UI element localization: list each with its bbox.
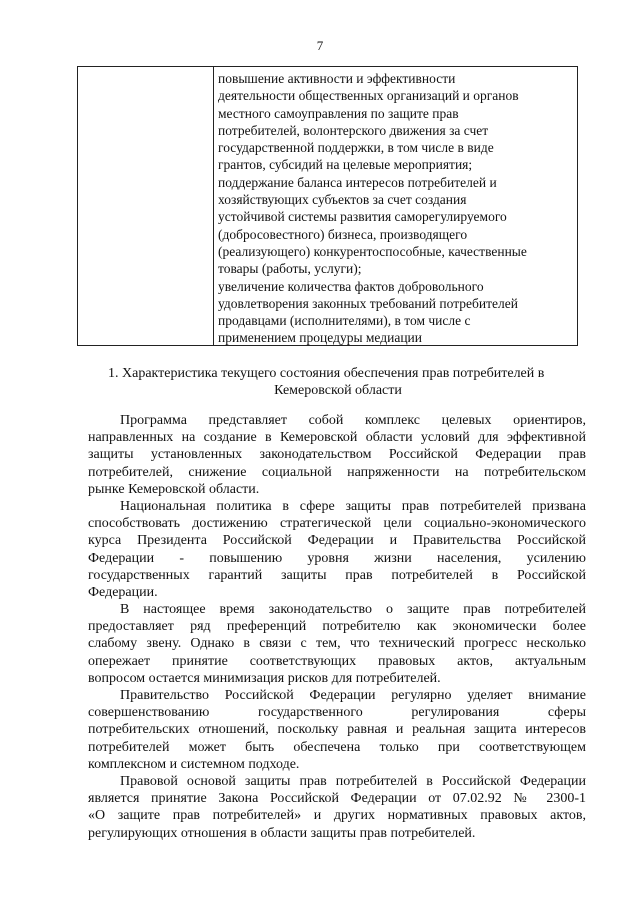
table-left-cell [78,67,214,345]
table-right-cell [218,70,573,347]
text-line: слабому звену. Однако в связи с тем, что технический прогресс несколько [88,636,586,652]
table-text-line: потребителей, волонтерского движения за счет [218,122,489,138]
paragraph [88,498,586,601]
text-line: предоставляет ряд преференций потребителю как экономически более [88,619,586,635]
text-line: направленных на создание в Кемеровской области условий для эффективной [88,430,586,446]
paragraph [88,412,586,498]
paragraph [88,773,586,842]
text-line: вопросом остается минимизация рисков для потребителей. [88,670,441,686]
text-line: Программа представляет собой комплекс целевых ориентиров, [120,413,586,428]
table-text-line: государственной поддержки, в том числе в виде [218,140,494,156]
table-text-line: деятельности общественных организаций и органов [218,88,519,104]
text-line: Правительство Российской Федерации регулярно уделяет внимание [120,688,586,703]
page-number: 7 [316,38,324,53]
table-text-line: увеличение количества фактов добровольного [218,278,484,294]
table-text-line: повышение активности и эффективности [218,71,456,86]
text-line: Федерации. [88,584,158,600]
text-line: В настоящее время законодательство о защите прав потребителей [120,602,586,618]
table-text-line: (добросовестного) бизнеса, производящего [218,226,468,242]
table-text-line: хозяйствующих субъектов за счет создания [218,192,467,208]
text-line: потребителей, снижение социальной напряженности на потребительском [88,464,586,480]
section-heading [108,365,586,399]
text-line: Национальная политика в сфере защиты прав потребителей призвана [120,498,586,514]
text-line: регулирующих отношения в области защиты прав потребителей. [88,825,476,841]
text-line: Правовой основой защиты прав потребителей в Российской Федерации [120,773,586,789]
table-text-line: устойчивой системы развития саморегулируемого [218,209,507,225]
section-heading-line: Кемеровской области [274,383,402,398]
text-line: государственных гарантий защиты прав потребителей в Российской [88,567,586,583]
text-line: защиты установленных законодательством Российской Федерации прав [88,447,586,463]
table-text-line: местного самоуправления по защите прав [218,105,459,121]
table-text-line: (реализующего) конкурентоспособные, качественные [218,243,527,259]
table-text-line: удовлетворения законных требований потребителей [218,295,518,311]
body-text [88,412,586,842]
table-text-line: товары (работы, услуги); [218,261,362,277]
text-line: является принятие Закона Российской Федерации от 07.02.92 № 2300-1 [88,791,586,807]
text-line: Федерации - повышению уровня жизни населения, усилению [88,550,586,566]
text-line: потребительских отношений, поскольку равная и реальная защита интересов [88,722,586,738]
text-line: потребителей может быть обеспечена только при соответствующем [88,739,586,755]
paragraph [88,601,586,687]
text-line: курса Президента Российской Федерации и Правительства Российской [88,533,586,549]
text-line: совершенствованию государственного регулирования сферы [88,705,586,721]
table-text-line: продавцами (исполнителями), в том числе с [218,313,471,329]
text-line: опережает принятие соответствующих правовых актов, актуальным [88,653,586,669]
text-line: комплексном и системном подходе. [88,756,300,772]
table-text-line: применением процедуры медиации [218,330,423,346]
paragraph [88,687,586,773]
section-heading-line: 1. Характеристика текущего состояния обеспечения прав потребителей в [108,366,545,381]
table-text-line: поддержание баланса интересов потребителей и [218,174,497,190]
text-line: «О защите прав потребителей» и других нормативных правовых актов, [88,808,586,824]
text-line: способствовать достижению стратегической цели социально-экономического [88,516,586,532]
text-line: рынке Кемеровской области. [88,481,260,497]
table-text-line: грантов, субсидий на целевые мероприятия; [218,157,473,173]
goals-table [77,66,578,346]
